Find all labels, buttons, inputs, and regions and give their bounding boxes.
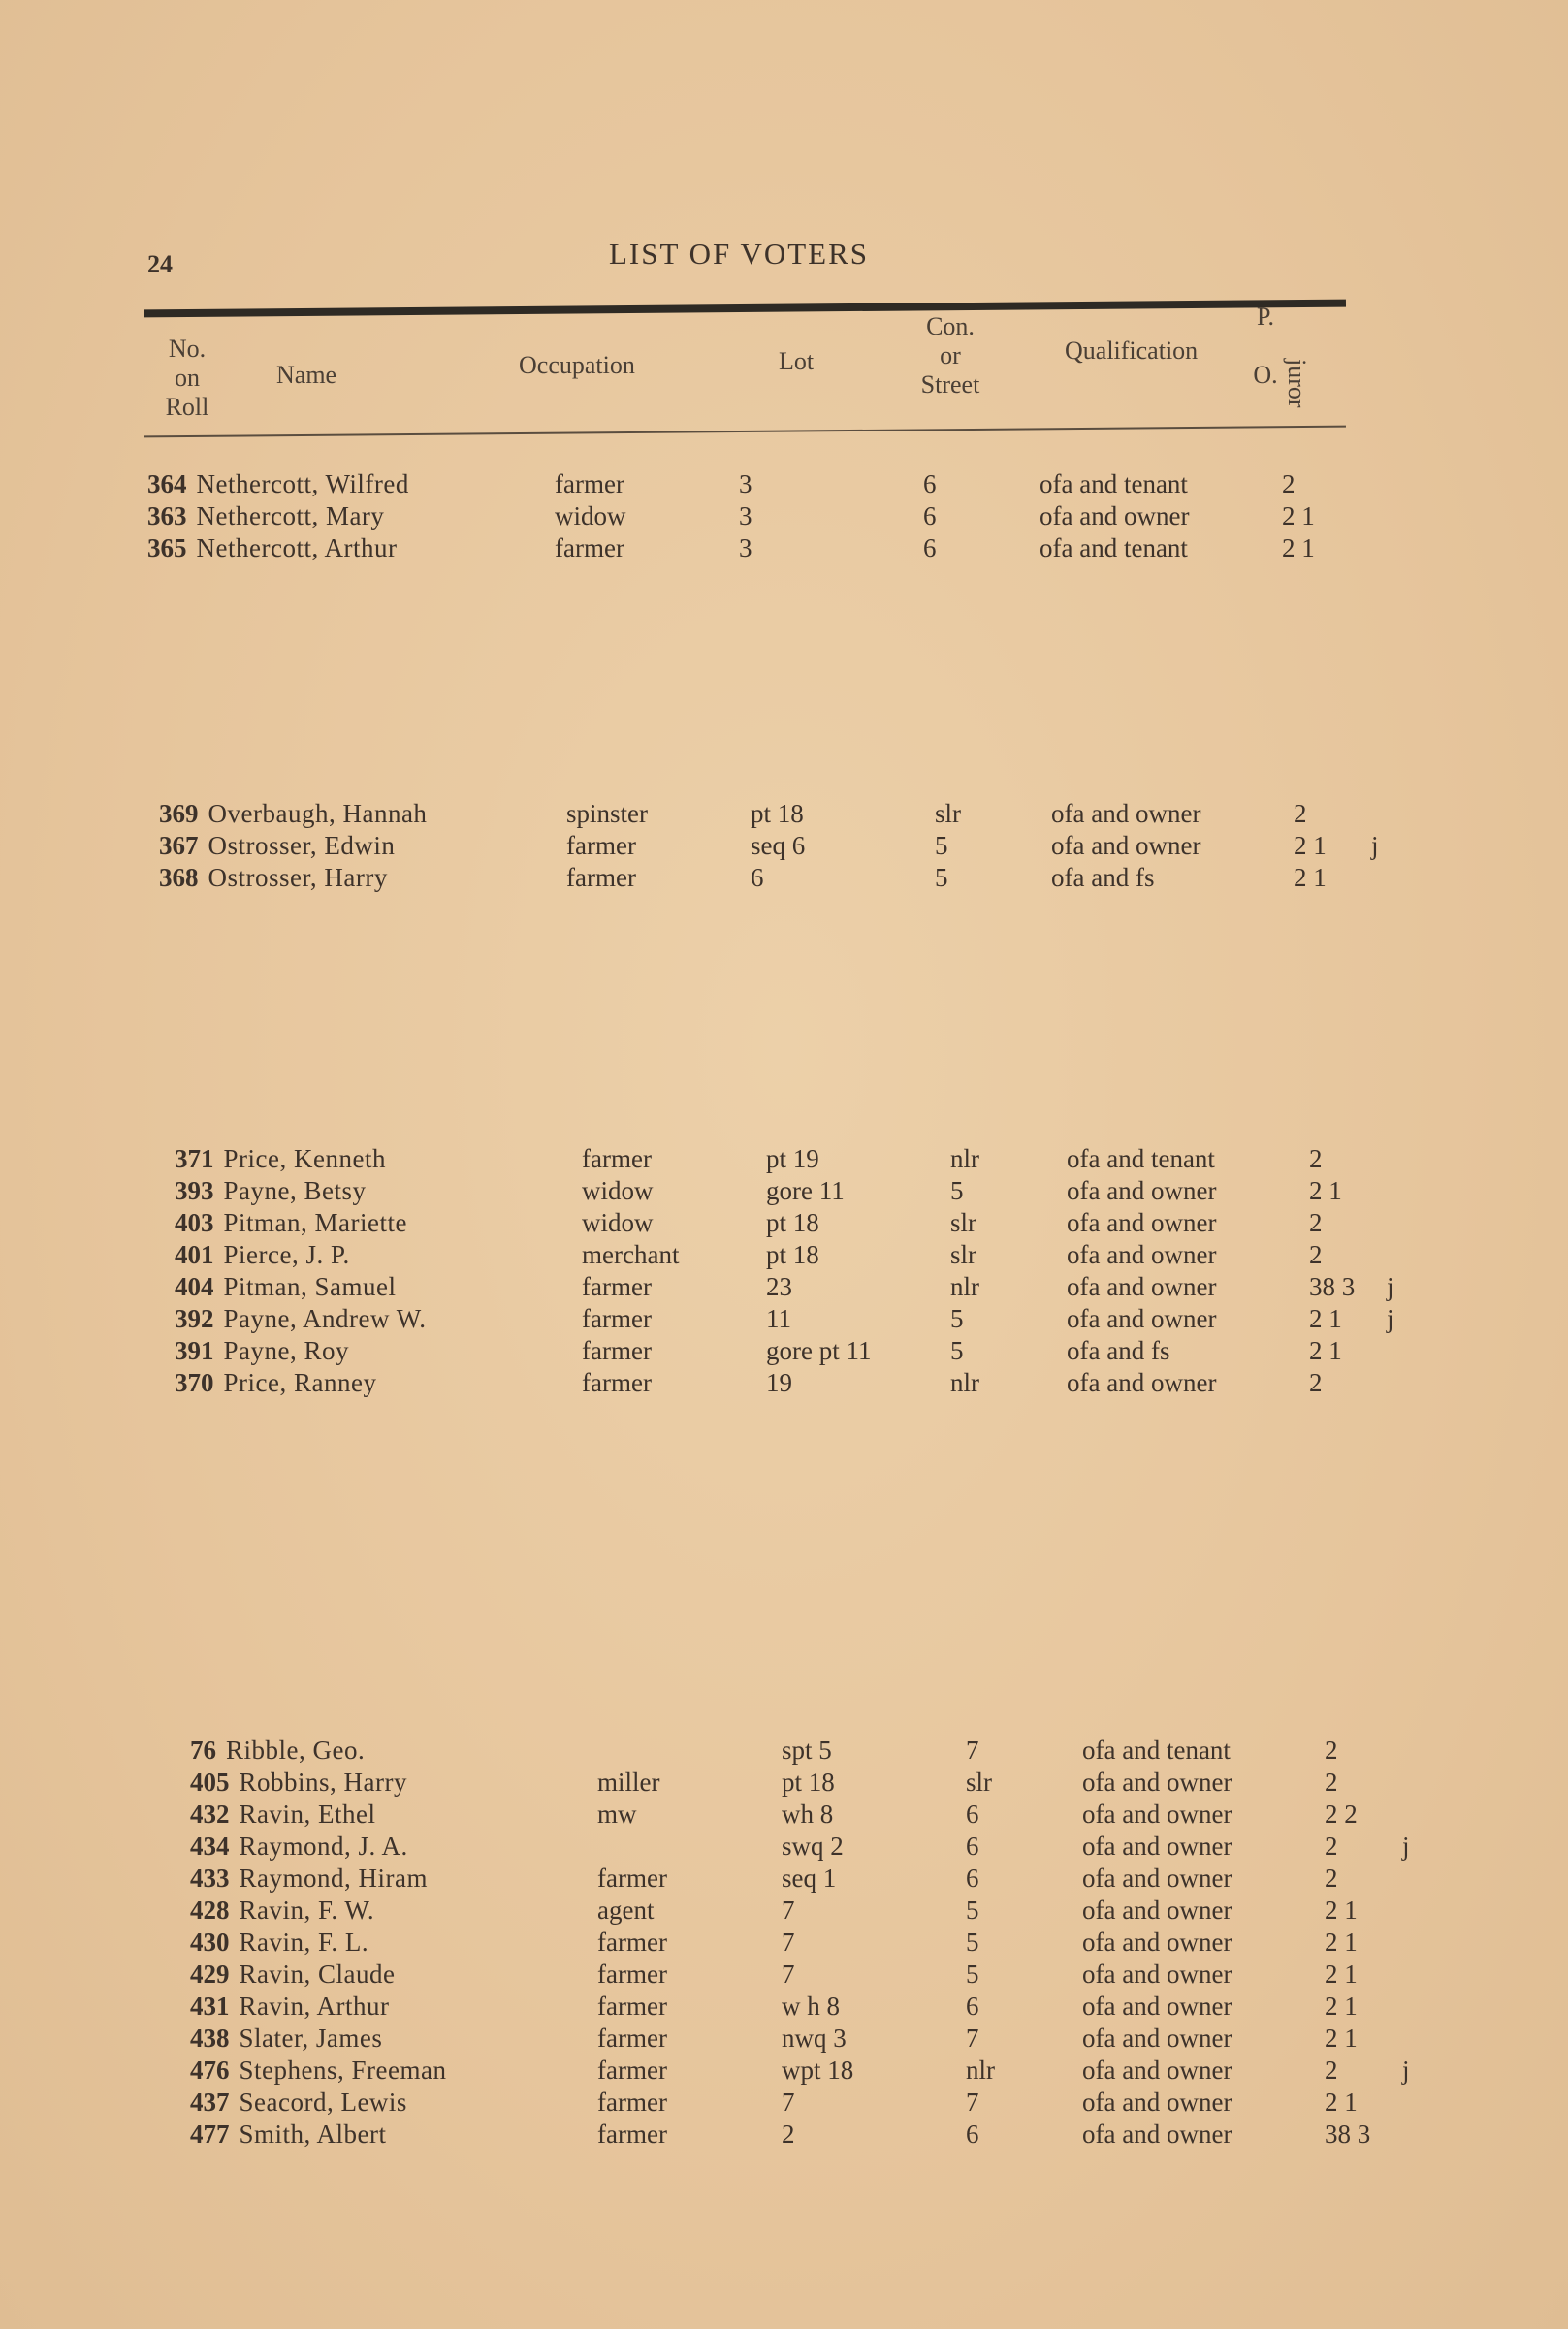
page-number: 24: [147, 250, 173, 278]
voter-con: nlr: [950, 1368, 979, 1397]
voter-entry: [159, 831, 395, 861]
roll-number: 434: [190, 1832, 230, 1861]
voter-po: 2 1: [1325, 2088, 1358, 2117]
voter-occupation: farmer: [597, 2024, 667, 2053]
voter-entry: [175, 1272, 397, 1302]
header-juror: juror: [1283, 359, 1311, 408]
roll-number: 404: [175, 1272, 214, 1301]
voter-lot: pt 18: [766, 1240, 819, 1269]
voter-name: Slater, James: [239, 2024, 383, 2053]
voter-entry: [147, 533, 397, 563]
voter-occupation: farmer: [597, 2056, 667, 2085]
voter-qualification: ofa and fs: [1051, 863, 1155, 892]
voter-con: 6: [923, 533, 937, 562]
voter-entry: [190, 1992, 390, 2022]
voter-lot: 11: [766, 1304, 791, 1333]
voter-qualification: ofa and owner: [1082, 1992, 1232, 2021]
roll-number: 405: [190, 1768, 230, 1797]
header-no-on-roll: No. on Roll: [165, 335, 209, 421]
voter-po: 38 3: [1309, 1272, 1356, 1301]
voter-po: 2: [1325, 1832, 1338, 1861]
voter-lot: pt 18: [766, 1208, 819, 1237]
voter-po: 2 1: [1325, 1992, 1358, 2021]
voter-lot: wh 8: [782, 1800, 834, 1829]
roll-number: 430: [190, 1928, 230, 1957]
header-con-or-street: Con. or Street: [920, 312, 980, 399]
voter-entry: [159, 863, 388, 893]
voter-lot: swq 2: [782, 1832, 844, 1861]
voter-name: Payne, Roy: [223, 1336, 349, 1365]
voter-lot: w h 8: [782, 1992, 840, 2021]
voter-lot: 6: [751, 863, 764, 892]
voter-con: 5: [950, 1336, 964, 1365]
voter-po: 2: [1294, 799, 1307, 828]
voter-entry: [175, 1176, 367, 1206]
header-qualification: Qualification: [1065, 336, 1199, 365]
voter-name: Ostrosser, Edwin: [208, 831, 396, 860]
voter-entry: [175, 1144, 386, 1174]
roll-number: 431: [190, 1992, 230, 2021]
voter-lot: 3: [739, 501, 752, 530]
voter-qualification: ofa and owner: [1082, 1800, 1232, 1829]
roll-number: 371: [175, 1144, 214, 1173]
voter-name: Ravin, Ethel: [239, 1800, 376, 1829]
voter-juror: j: [1387, 1272, 1394, 1301]
voter-po: 2: [1309, 1144, 1323, 1173]
voter-occupation: farmer: [597, 2088, 667, 2117]
voter-con: 6: [923, 469, 937, 498]
voter-con: 5: [950, 1176, 964, 1205]
voter-entry: [190, 1736, 365, 1766]
header-rule-top: [144, 300, 1346, 318]
roll-number: 76: [190, 1736, 216, 1765]
voter-name: Price, Kenneth: [223, 1144, 386, 1173]
voter-entry: [190, 1768, 407, 1798]
voter-occupation: miller: [597, 1768, 660, 1797]
voter-qualification: ofa and owner: [1067, 1272, 1217, 1301]
voter-entry: [190, 1832, 408, 1862]
voter-entry: [190, 2120, 387, 2150]
voter-qualification: ofa and owner: [1040, 501, 1190, 530]
voter-po: 2 1: [1282, 501, 1315, 530]
voter-po: 2 1: [1309, 1304, 1342, 1333]
voter-name: Payne, Betsy: [223, 1176, 367, 1205]
voter-con: slr: [950, 1208, 976, 1237]
voter-occupation: farmer: [566, 863, 636, 892]
voter-con: slr: [950, 1240, 976, 1269]
header-rule-bottom: [144, 426, 1346, 438]
voter-qualification: ofa and owner: [1051, 831, 1201, 860]
roll-number: 429: [190, 1960, 230, 1989]
voter-con: 6: [966, 1864, 979, 1893]
voter-lot: gore 11: [766, 1176, 845, 1205]
roll-number: 432: [190, 1800, 230, 1829]
voter-name: Pierce, J. P.: [223, 1240, 350, 1269]
voter-con: 5: [966, 1896, 979, 1925]
voter-entry: [175, 1336, 349, 1366]
voter-occupation: farmer: [597, 1928, 667, 1957]
voter-con: 7: [966, 1736, 979, 1765]
voter-lot: seq 6: [751, 831, 806, 860]
header-occupation: Occupation: [519, 351, 635, 379]
roll-number: 428: [190, 1896, 230, 1925]
voter-lot: 19: [766, 1368, 792, 1397]
roll-number: 369: [159, 799, 199, 828]
roll-number: 363: [147, 501, 187, 530]
voter-entry: [190, 1960, 395, 1990]
roll-number: 393: [175, 1176, 214, 1205]
voter-name: Ravin, F. W.: [239, 1896, 375, 1925]
page-title: LIST OF VOTERS: [609, 237, 870, 271]
voter-con: 6: [966, 1800, 979, 1829]
voter-entry: [147, 501, 384, 531]
voter-po: 2 1: [1325, 1896, 1358, 1925]
voter-name: Stephens, Freeman: [239, 2056, 447, 2085]
voter-occupation: farmer: [582, 1304, 652, 1333]
voter-name: Nethercott, Wilfred: [196, 469, 409, 498]
voter-name: Pitman, Samuel: [223, 1272, 397, 1301]
voter-juror: j: [1402, 1832, 1410, 1861]
voter-occupation: farmer: [566, 831, 636, 860]
roll-number: 368: [159, 863, 199, 892]
voter-occupation: farmer: [582, 1368, 652, 1397]
voter-con: 6: [923, 501, 937, 530]
voter-occupation: agent: [597, 1896, 655, 1925]
voter-name: Ravin, Claude: [239, 1960, 396, 1989]
voter-po: 2: [1309, 1368, 1323, 1397]
voter-name: Raymond, J. A.: [239, 1832, 408, 1861]
voter-lot: 7: [782, 1896, 795, 1925]
voter-entry: [175, 1368, 376, 1398]
voter-qualification: ofa and tenant: [1040, 469, 1188, 498]
voter-qualification: ofa and owner: [1082, 1832, 1232, 1861]
voter-qualification: ofa and fs: [1067, 1336, 1170, 1365]
voter-qualification: ofa and owner: [1082, 2120, 1232, 2149]
voter-occupation: farmer: [597, 1960, 667, 1989]
voter-name: Nethercott, Mary: [196, 501, 385, 530]
voter-con: 6: [966, 1992, 979, 2021]
voter-lot: 7: [782, 1960, 795, 1989]
voter-po: 2 1: [1309, 1176, 1342, 1205]
voter-lot: 3: [739, 469, 752, 498]
voter-occupation: spinster: [566, 799, 648, 828]
roll-number: 364: [147, 469, 187, 498]
voter-lot: 2: [782, 2120, 795, 2149]
voter-lot: spt 5: [782, 1736, 832, 1765]
roll-number: 392: [175, 1304, 214, 1333]
voter-po: 2 1: [1309, 1336, 1342, 1365]
roll-number: 401: [175, 1240, 214, 1269]
voter-qualification: ofa and owner: [1067, 1304, 1217, 1333]
roll-number: 403: [175, 1208, 214, 1237]
voter-po: 2 1: [1325, 2024, 1358, 2053]
voter-name: Ravin, Arthur: [239, 1992, 390, 2021]
voter-lot: gore pt 11: [766, 1336, 872, 1365]
voter-con: slr: [966, 1768, 992, 1797]
voter-po: 2 1: [1282, 533, 1315, 562]
roll-number: 433: [190, 1864, 230, 1893]
voter-qualification: ofa and tenant: [1082, 1736, 1231, 1765]
voter-con: 5: [935, 831, 948, 860]
voter-entry: [190, 2024, 382, 2054]
voter-name: Robbins, Harry: [239, 1768, 407, 1797]
header-lot: Lot: [779, 347, 815, 375]
voter-name: Pitman, Mariette: [223, 1208, 407, 1237]
voter-qualification: ofa and owner: [1082, 1864, 1232, 1893]
voter-entry: [190, 1928, 368, 1958]
voter-qualification: ofa and owner: [1082, 2056, 1232, 2085]
roll-number: 370: [175, 1368, 214, 1397]
voter-name: Ostrosser, Harry: [208, 863, 388, 892]
voter-po: 2 1: [1294, 831, 1327, 860]
voter-po: 2 2: [1325, 1800, 1358, 1829]
voter-po: 2: [1309, 1240, 1323, 1269]
voter-con: 6: [966, 1832, 979, 1861]
voter-occupation: farmer: [597, 1992, 667, 2021]
voter-lot: pt 18: [751, 799, 804, 828]
voter-lot: 3: [739, 533, 752, 562]
voter-qualification: ofa and owner: [1082, 1896, 1232, 1925]
roll-number: 367: [159, 831, 199, 860]
voter-con: 7: [966, 2088, 979, 2117]
voter-qualification: ofa and owner: [1082, 2088, 1232, 2117]
voter-occupation: widow: [582, 1208, 654, 1237]
voter-qualification: ofa and owner: [1067, 1368, 1217, 1397]
roll-number: 476: [190, 2056, 230, 2085]
voter-name: Ravin, F. L.: [239, 1928, 369, 1957]
voter-entry: [175, 1240, 350, 1270]
voter-entry: [175, 1208, 407, 1238]
voter-con: nlr: [950, 1272, 979, 1301]
voter-name: Smith, Albert: [239, 2120, 387, 2149]
voter-entry: [159, 799, 427, 829]
voter-qualification: ofa and owner: [1082, 1960, 1232, 1989]
voter-entry: [190, 1896, 374, 1926]
voter-juror: j: [1371, 831, 1379, 860]
voter-name: Payne, Andrew W.: [223, 1304, 427, 1333]
voter-entry: [147, 469, 409, 499]
voter-occupation: widow: [555, 501, 626, 530]
voter-po: 38 3: [1325, 2120, 1371, 2149]
voter-occupation: farmer: [582, 1144, 652, 1173]
voter-po: 2: [1325, 1768, 1338, 1797]
voter-occupation: farmer: [597, 1864, 667, 1893]
voter-occupation: farmer: [582, 1336, 652, 1365]
voter-qualification: ofa and owner: [1067, 1208, 1217, 1237]
voter-con: 6: [966, 2120, 979, 2149]
voter-con: 5: [935, 863, 948, 892]
voter-qualification: ofa and owner: [1082, 1768, 1232, 1797]
voter-name: Overbaugh, Hannah: [208, 799, 428, 828]
voter-con: nlr: [966, 2056, 995, 2085]
roll-number: 391: [175, 1336, 214, 1365]
voter-name: Price, Ranney: [223, 1368, 377, 1397]
voter-lot: pt 19: [766, 1144, 819, 1173]
voter-entry: [175, 1304, 426, 1334]
roll-number: 477: [190, 2120, 230, 2149]
voter-qualification: ofa and tenant: [1067, 1144, 1215, 1173]
roll-number: 437: [190, 2088, 230, 2117]
voter-occupation: widow: [582, 1176, 654, 1205]
roll-number: 365: [147, 533, 187, 562]
voter-lot: pt 18: [782, 1768, 835, 1797]
voter-name: Raymond, Hiram: [239, 1864, 428, 1893]
voter-con: nlr: [950, 1144, 979, 1173]
voter-juror: j: [1387, 1304, 1394, 1333]
voter-occupation: farmer: [555, 469, 624, 498]
voter-lot: 7: [782, 2088, 795, 2117]
voter-qualification: ofa and owner: [1067, 1240, 1217, 1269]
voter-entry: [190, 2088, 407, 2118]
voter-lot: wpt 18: [782, 2056, 854, 2085]
voter-qualification: ofa and owner: [1082, 1928, 1232, 1957]
voter-po: 2 1: [1325, 1960, 1358, 1989]
roll-number: 438: [190, 2024, 230, 2053]
voter-lot: seq 1: [782, 1864, 837, 1893]
header-name: Name: [276, 361, 337, 389]
voter-qualification: ofa and owner: [1067, 1176, 1217, 1205]
voter-entry: [190, 1800, 375, 1830]
voter-po: 2: [1325, 1864, 1338, 1893]
voter-occupation: farmer: [582, 1272, 652, 1301]
voter-con: 7: [966, 2024, 979, 2053]
voter-lot: 7: [782, 1928, 795, 1957]
voter-lot: 23: [766, 1272, 792, 1301]
voter-qualification: ofa and tenant: [1040, 533, 1188, 562]
header-po: P. O.: [1253, 303, 1278, 389]
voter-occupation: farmer: [555, 533, 624, 562]
voter-occupation: merchant: [582, 1240, 680, 1269]
voter-name: Nethercott, Arthur: [196, 533, 398, 562]
voter-con: 5: [950, 1304, 964, 1333]
voter-con: 5: [966, 1928, 979, 1957]
voter-po: 2: [1309, 1208, 1323, 1237]
voter-occupation: farmer: [597, 2120, 667, 2149]
voter-po: 2 1: [1294, 863, 1327, 892]
voter-occupation: mw: [597, 1800, 637, 1829]
voter-entry: [190, 1864, 428, 1894]
voter-qualification: ofa and owner: [1051, 799, 1201, 828]
voter-po: 2: [1282, 469, 1296, 498]
voter-po: 2: [1325, 1736, 1338, 1765]
voter-juror: j: [1402, 2056, 1410, 2085]
voter-name: Ribble, Geo.: [226, 1736, 366, 1765]
voter-po: 2 1: [1325, 1928, 1358, 1957]
voter-entry: [190, 2056, 446, 2086]
voter-con: slr: [935, 799, 961, 828]
voter-qualification: ofa and owner: [1082, 2024, 1232, 2053]
voter-name: Seacord, Lewis: [239, 2088, 407, 2117]
voter-po: 2: [1325, 2056, 1338, 2085]
voter-con: 5: [966, 1960, 979, 1989]
voter-lot: nwq 3: [782, 2024, 847, 2053]
